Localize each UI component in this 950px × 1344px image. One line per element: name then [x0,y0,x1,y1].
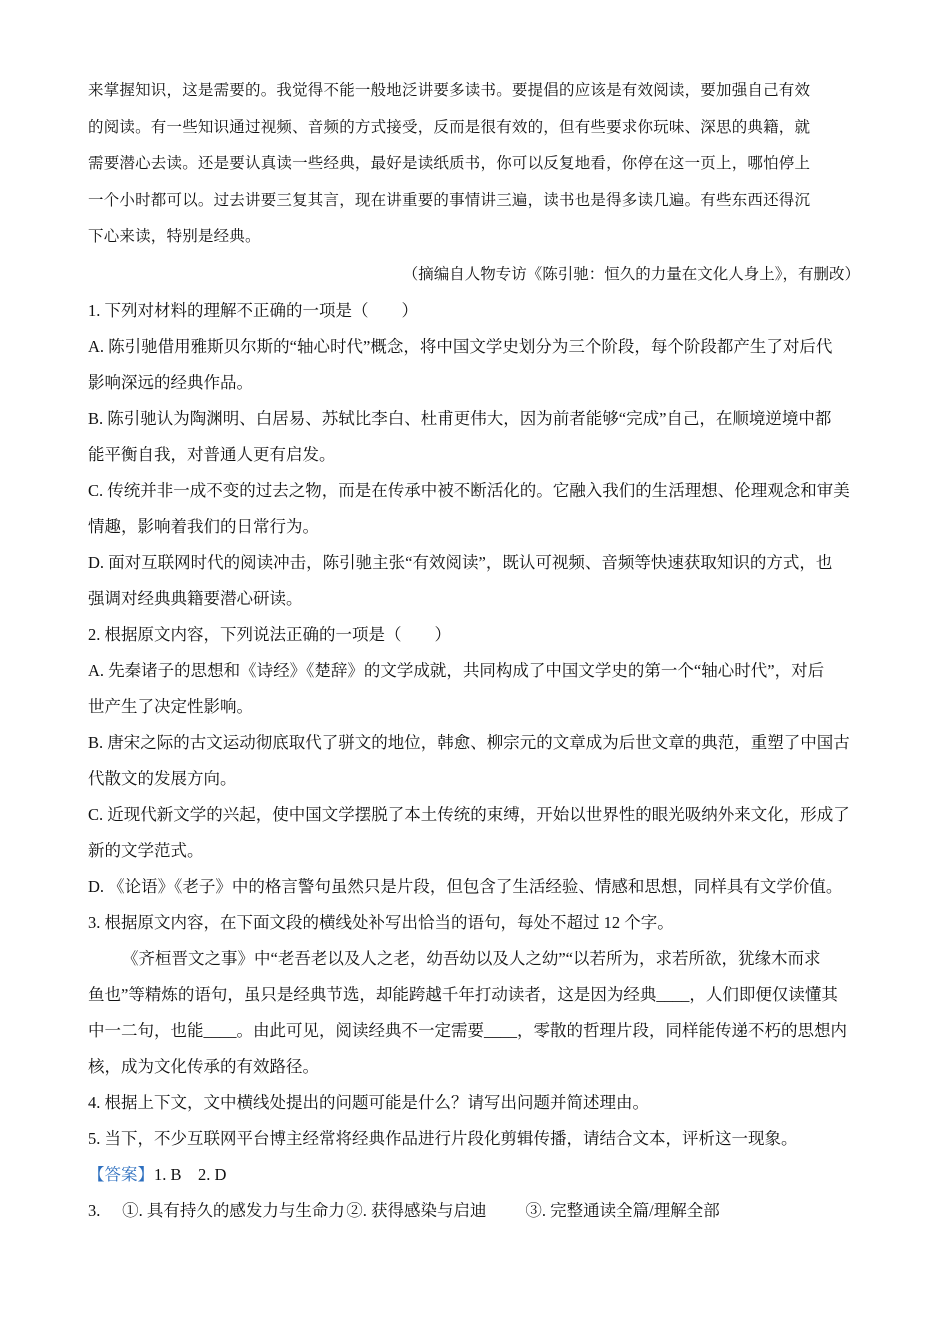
source-citation: （摘编自人物专访《陈引驰：恒久的力量在文化人身上》，有删改） [402,265,860,283]
passage-line: 下心来读，特别是经典。 [88,227,261,245]
fill-paragraph-line: 《齐桓晋文之事》中“老吾老以及人之老，幼吾幼以及人之幼”“以若所为，求若所欲，犹缘木而求 [122,949,821,968]
question-3-stem: 3. 根据原文内容，在下面文段的横线处补写出恰当的语句，每处不超过 12 个字。 [88,913,674,932]
question-2-stem: 2. 根据原文内容，下列说法正确的一项是（ ） [88,625,451,644]
question-1-option-d-cont: 强调对经典典籍要潜心研读。 [88,589,303,608]
question-2-option-a: A. 先秦诸子的思想和《诗经》《楚辞》的文学成就，共同构成了中国文学史的第一个“轴心时代”，对后 [88,661,825,680]
question-2-option-b-cont: 代散文的发展方向。 [88,769,237,788]
fill-paragraph-line: 鱼也”等精炼的语句，虽只是经典节选，却能跨越千年打动读者，这是因为经典____，人们即便仅读懂其 [88,985,838,1004]
passage-line: 来掌握知识，这是需要的。我觉得不能一般地泛讲要多读书。要提倡的应该是有效阅读，要加强自己有效 [88,81,811,99]
question-2-option-d: D. 《论语》《老子》中的格言警句虽然只是片段，但包含了生活经验、情感和思想，同样具有文学价值。 [88,877,843,896]
question-2-option-c: C. 近现代新文学的兴起，使中国文学摆脱了本土传统的束缚，开始以世界性的眼光吸纳外来文化，形成了 [88,805,850,824]
question-2-option-a-cont: 世产生了决定性影响。 [88,697,253,716]
answer-text: 1. B 2. D [154,1165,227,1184]
question-1-option-b-cont: 能平衡自我，对普通人更有启发。 [88,445,336,464]
passage-line: 需要潜心去读。还是要认真读一些经典，最好是读纸质书，你可以反复地看，你停在这一页上，哪怕停上 [88,154,811,172]
question-1-option-a: A. 陈引驰借用雅斯贝尔斯的“轴心时代”概念，将中国文学史划分为三个阶段，每个阶段都产生了对后代 [88,337,833,356]
question-5: 5. 当下，不少互联网平台博主经常将经典作品进行片段化剪辑传播，请结合文本，评析这一现象。 [88,1129,798,1148]
question-1-option-c-cont: 情趣，影响着我们的日常行为。 [88,517,319,536]
answer-tag: 【答案】 [88,1165,154,1184]
answer-3-item-1: ①. 具有持久的感发力与生命力 [122,1201,345,1220]
passage-line: 一个小时都可以。过去讲要三复其言，现在讲重要的事情讲三遍，读书也是得多读几遍。有些东西还得沉 [88,190,811,209]
fill-paragraph-line: 核，成为文化传承的有效路径。 [88,1057,319,1076]
answer-3-item-2: ②. 获得感染与启迪 [346,1201,487,1220]
question-1-option-d: D. 面对互联网时代的阅读冲击，陈引驰主张“有效阅读”，既认可视频、音频等快速获取知识的方式，也 [88,553,833,572]
answer-line [88,1165,863,1185]
fill-paragraph-line: 中一二句，也能____。由此可见，阅读经典不一定需要____，零散的哲理片段，同样能传递不朽的思想内 [88,1021,847,1040]
passage-line: 的阅读。有一些知识通过视频、音频的方式接受，反而是很有效的，但有些要求你玩味、深思的典籍，就 [88,117,811,136]
question-2-option-b: B. 唐宋之际的古文运动彻底取代了骈文的地位，韩愈、柳宗元的文章成为后世文章的典范，重塑了中国古 [88,733,850,752]
question-4: 4. 根据上下文，文中横线处提出的问题可能是什么？请写出问题并简述理由。 [88,1093,649,1112]
question-1-option-a-cont: 影响深远的经典作品。 [88,373,253,392]
passage-paragraph [88,72,863,255]
answer-3-item-3: ③. 完整通读全篇/理解全部 [525,1201,720,1220]
question-2-option-c-cont: 新的文学范式。 [88,841,204,860]
answer-3-number: 3. [88,1201,101,1220]
question-1-option-c: C. 传统并非一成不变的过去之物，而是在传承中被不断活化的。它融入我们的生活理想、伦理观念和审美 [88,481,850,500]
answer-3-line [88,1201,863,1221]
question-1-option-b: B. 陈引驰认为陶渊明、白居易、苏轼比李白、杜甫更伟大，因为前者能够“完成”自己，在顺境逆境中都 [88,409,832,428]
question-1-stem: 1. 下列对材料的理解不正确的一项是（ ） [88,301,418,320]
